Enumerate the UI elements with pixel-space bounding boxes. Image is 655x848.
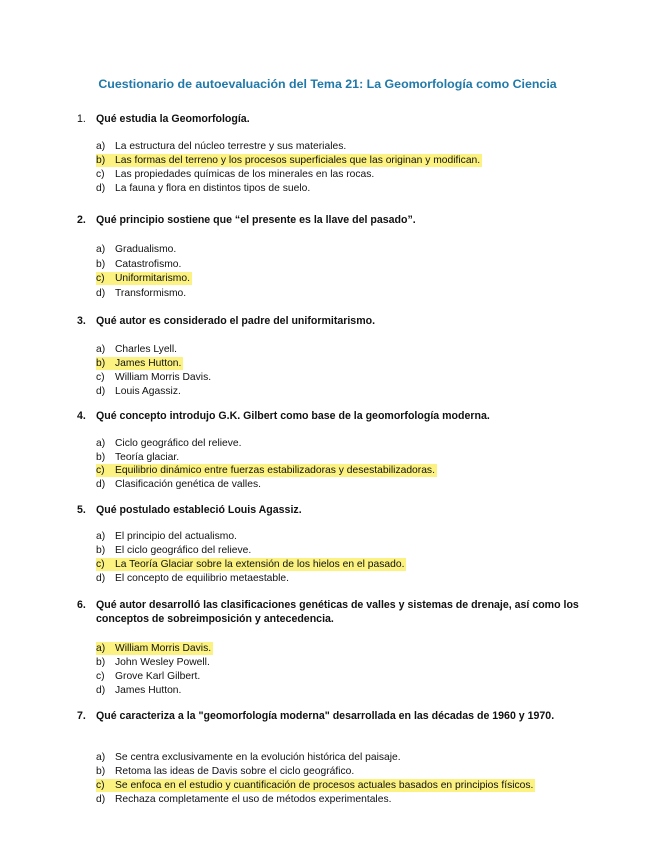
- option-text: El concepto de equilibrio metaestable.: [115, 573, 290, 584]
- option-letter: c): [96, 169, 105, 180]
- option-text: Se enfoca en el estudio y cuantificación de procesos actuales basados en principios físicos.: [115, 780, 534, 791]
- option-text: Catastrofismo.: [115, 259, 182, 270]
- option-letter: d): [96, 386, 106, 397]
- option-letter: c): [96, 559, 105, 570]
- option-c: [96, 168, 374, 181]
- question-number: 2.: [77, 214, 86, 226]
- option-letter: b): [96, 766, 106, 777]
- option-letter: a): [96, 438, 106, 449]
- option-text: James Hutton.: [115, 358, 182, 369]
- option-text: Equilibrio dinámico entre fuerzas estabilizadoras y desestabilizadoras.: [115, 465, 435, 476]
- option-letter: b): [96, 452, 106, 463]
- option-b-correct: [96, 357, 183, 370]
- option-letter: d): [96, 794, 106, 805]
- option-letter: a): [96, 643, 106, 654]
- option-text: El ciclo geográfico del relieve.: [115, 545, 252, 556]
- option-text: Clasificación genética de valles.: [115, 479, 261, 490]
- option-letter: d): [96, 183, 106, 194]
- option-c-correct: [96, 464, 437, 477]
- option-letter: b): [96, 259, 106, 270]
- question-number: 3.: [77, 315, 86, 327]
- option-letter: d): [96, 573, 106, 584]
- option-letter: a): [96, 244, 106, 255]
- option-b: [96, 765, 354, 778]
- option-letter: c): [96, 671, 105, 682]
- option-d: [96, 684, 181, 697]
- option-text: Retoma las ideas de Davis sobre el ciclo geográfico.: [115, 766, 355, 777]
- option-c: [96, 371, 211, 384]
- option-text: Las formas del terreno y los procesos superficiales que las originan y modifican.: [115, 155, 481, 166]
- option-c-correct: [96, 779, 535, 792]
- question-number: 6.: [77, 599, 86, 611]
- option-text: Louis Agassiz.: [115, 386, 181, 397]
- question-number: 5.: [77, 504, 86, 516]
- option-a: [96, 437, 242, 450]
- option-a: [96, 243, 176, 256]
- option-letter: d): [96, 479, 106, 490]
- option-d: [96, 182, 310, 195]
- option-letter: b): [96, 358, 106, 369]
- option-b: [96, 544, 251, 557]
- option-a: [96, 530, 237, 543]
- question-text: Qué principio sostiene que “el presente es la llave del pasado”.: [96, 214, 416, 226]
- option-b: [96, 656, 210, 669]
- option-b: [96, 451, 179, 464]
- option-letter: b): [96, 545, 106, 556]
- option-letter: a): [96, 531, 106, 542]
- option-d: [96, 572, 289, 585]
- option-text: La fauna y flora en distintos tipos de suelo.: [115, 183, 311, 194]
- option-text: Transformismo.: [115, 288, 187, 299]
- option-letter: b): [96, 155, 106, 166]
- option-text: Uniformitarismo.: [115, 273, 190, 284]
- option-letter: c): [96, 372, 105, 383]
- option-letter: d): [96, 685, 106, 696]
- option-text: James Hutton.: [115, 685, 182, 696]
- option-text: La estructura del núcleo terrestre y sus materiales.: [115, 141, 347, 152]
- question-text: Qué autor desarrolló las clasificaciones genéticas de valles y sistemas de drenaje, así como los conceptos de sobreimposición y antecedencia.: [96, 599, 579, 625]
- question-number: 1.: [77, 113, 86, 125]
- option-text: Las propiedades químicas de los minerales en las rocas.: [115, 169, 375, 180]
- option-d: [96, 793, 391, 806]
- option-c-correct: [96, 272, 192, 285]
- option-text: William Morris Davis.: [115, 372, 212, 383]
- question-text: Qué concepto introdujo G.K. Gilbert como base de la geomorfología moderna.: [96, 410, 490, 422]
- option-text: La Teoría Glaciar sobre la extensión de los hielos en el pasado.: [115, 559, 405, 570]
- option-a-correct: [96, 642, 213, 655]
- option-text: Grove Karl Gilbert.: [115, 671, 201, 682]
- option-text: El principio del actualismo.: [115, 531, 237, 542]
- option-letter: c): [96, 465, 105, 476]
- option-text: Gradualismo.: [115, 244, 177, 255]
- option-text: Se centra exclusivamente en la evolución histórica del paisaje.: [115, 752, 401, 763]
- question-text: Qué autor es considerado el padre del uniformitarismo.: [96, 315, 376, 327]
- option-text: William Morris Davis.: [115, 643, 212, 654]
- document-title: Cuestionario de autoevaluación del Tema 21: La Geomorfología como Ciencia: [98, 77, 557, 91]
- option-letter: c): [96, 273, 105, 284]
- option-b-correct: [96, 154, 482, 167]
- question-number: 4.: [77, 410, 86, 422]
- option-letter: b): [96, 657, 106, 668]
- option-letter: a): [96, 141, 106, 152]
- option-d: [96, 385, 181, 398]
- question-number: 7.: [77, 710, 86, 722]
- option-text: Rechaza completamente el uso de métodos experimentales.: [115, 794, 392, 805]
- option-a: [96, 751, 401, 764]
- option-text: Teoría glaciar.: [115, 452, 180, 463]
- option-text: Ciclo geográfico del relieve.: [115, 438, 242, 449]
- option-text: Charles Lyell.: [115, 344, 177, 355]
- option-text: John Wesley Powell.: [115, 657, 210, 668]
- option-c-correct: [96, 558, 406, 571]
- option-letter: a): [96, 752, 106, 763]
- option-d: [96, 287, 186, 300]
- question-text: Qué estudia la Geomorfología.: [96, 113, 250, 125]
- option-b: [96, 258, 181, 271]
- option-d: [96, 478, 261, 491]
- option-letter: a): [96, 344, 106, 355]
- option-letter: d): [96, 288, 106, 299]
- option-a: [96, 343, 177, 356]
- option-c: [96, 670, 200, 683]
- option-letter: c): [96, 780, 105, 791]
- question-text: Qué caracteriza a la "geomorfología moderna" desarrollada en las décadas de 1960 y 1970.: [96, 710, 555, 722]
- option-a: [96, 140, 346, 153]
- question-text: Qué postulado estableció Louis Agassiz.: [96, 504, 302, 516]
